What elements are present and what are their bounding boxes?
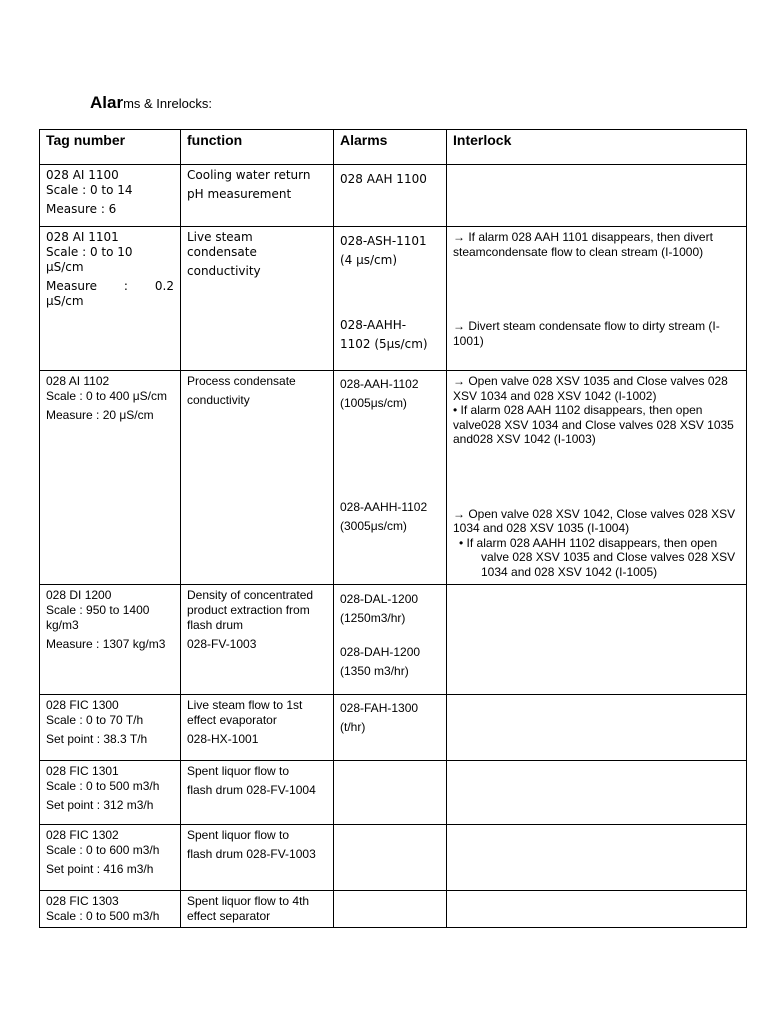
function-line: Spent liquor flow to bbox=[187, 764, 290, 778]
function-line: product extraction from bbox=[187, 603, 310, 617]
tag-line: 028 AI 1102 bbox=[46, 374, 110, 388]
table-row bbox=[40, 891, 747, 928]
interlock-cell bbox=[447, 825, 747, 891]
alarm-line: 028 AAH 1100 bbox=[340, 172, 427, 186]
tag-line: 028 AI 1100 bbox=[46, 168, 119, 182]
alarm-line: 028-DAH-1200 bbox=[340, 645, 421, 659]
interlock-item: • If alarm 028 AAHH 1102 disappears, then open valve 028 XSV 1035 and Close valves 028 XSV 1034 and 028 XSV 1042 (I-1005) bbox=[459, 535, 736, 579]
tag-line: Scale : 0 to 500 m3/h bbox=[46, 909, 160, 923]
tag-line: Scale : 0 to 500 m3/h bbox=[46, 779, 160, 793]
table-row bbox=[40, 227, 747, 371]
heading-rest-text: ms & Inrelocks: bbox=[123, 96, 212, 111]
alarm-line: (4 μs/cm) bbox=[340, 253, 398, 267]
interlock-cell bbox=[447, 695, 747, 761]
interlock-cell bbox=[447, 585, 747, 695]
table-row bbox=[40, 585, 747, 695]
col-header-alarms: Alarms bbox=[334, 130, 447, 165]
function-line: Live steam bbox=[187, 230, 253, 244]
col-header-interlock: Interlock bbox=[447, 130, 747, 165]
tag-line: Scale : 0 to 400 μS/cm bbox=[46, 389, 167, 403]
alarms-cell bbox=[334, 825, 447, 891]
alarms-cell bbox=[334, 761, 447, 825]
tag-cell bbox=[40, 165, 181, 227]
heading-big-text: Alar bbox=[90, 93, 124, 112]
tag-line: 028 AI 1101 bbox=[46, 230, 119, 244]
tag-line: Scale : 0 to 14 bbox=[46, 183, 133, 197]
alarm-line: (t/hr) bbox=[340, 720, 366, 734]
tag-line: Scale : 0 to 10 bbox=[46, 245, 133, 259]
alarm-line: 028-DAL-1200 bbox=[340, 592, 419, 606]
interlock-cell bbox=[447, 227, 747, 371]
function-line: conductivity bbox=[187, 264, 261, 278]
tag-line: μS/cm bbox=[46, 294, 84, 308]
tag-line: Measure : 0.2 bbox=[46, 279, 174, 293]
alarm-line: 028-ASH-1101 bbox=[340, 234, 427, 248]
tag-cell bbox=[40, 585, 181, 695]
tag-cell bbox=[40, 371, 181, 585]
table-row bbox=[40, 761, 747, 825]
table-row bbox=[40, 165, 747, 227]
function-line: Live steam flow to 1st bbox=[187, 698, 303, 712]
table-row bbox=[40, 825, 747, 891]
tag-cell bbox=[40, 825, 181, 891]
tag-line: 028 FIC 1303 bbox=[46, 894, 119, 908]
function-line: effect separator bbox=[187, 909, 271, 923]
function-cell bbox=[181, 761, 334, 825]
tag-cell bbox=[40, 891, 181, 928]
interlock-cell bbox=[447, 165, 747, 227]
table-header-row bbox=[40, 130, 747, 165]
alarms-cell bbox=[334, 891, 447, 928]
function-cell bbox=[181, 227, 334, 371]
alarms-cell bbox=[334, 165, 447, 227]
tag-line: Scale : 950 to 1400 bbox=[46, 603, 150, 617]
function-line: flash drum bbox=[187, 618, 244, 632]
function-line: flash drum 028-FV-1004 bbox=[187, 783, 316, 797]
interlock-item: → Open valve 028 XSV 1035 and Close valves 028 XSV 1034 and 028 XSV 1042 (I-1002) bbox=[453, 374, 728, 403]
table-row bbox=[40, 695, 747, 761]
alarm-line: 028-AAHH-1102 bbox=[340, 500, 428, 514]
function-line: condensate bbox=[187, 245, 257, 259]
interlock-item: → If alarm 028 AAH 1101 disappears, then divert steamcondensate flow to clean stream (I-1000) bbox=[453, 230, 713, 259]
function-line: Density of concentrated bbox=[187, 588, 314, 602]
alarms-interlocks-table bbox=[39, 129, 747, 928]
function-cell bbox=[181, 825, 334, 891]
alarm-line: 028-AAHH- bbox=[340, 318, 407, 332]
tag-line: Set point : 312 m3/h bbox=[46, 798, 154, 812]
tag-line: 028 FIC 1300 bbox=[46, 698, 119, 712]
interlock-cell bbox=[447, 761, 747, 825]
alarms-cell bbox=[334, 371, 447, 585]
tag-cell bbox=[40, 761, 181, 825]
alarm-line: 1102 (5μs/cm) bbox=[340, 337, 428, 351]
function-cell bbox=[181, 891, 334, 928]
tag-line: 028 FIC 1302 bbox=[46, 828, 119, 842]
tag-line: Measure : 6 bbox=[46, 202, 117, 216]
col-header-function: function bbox=[181, 130, 334, 165]
table-row bbox=[40, 371, 747, 585]
function-cell bbox=[181, 165, 334, 227]
function-line: flash drum 028-FV-1003 bbox=[187, 847, 316, 861]
function-line: 028-HX-1001 bbox=[187, 732, 259, 746]
tag-line: Set point : 416 m3/h bbox=[46, 862, 154, 876]
alarms-cell bbox=[334, 585, 447, 695]
tag-line: kg/m3 bbox=[46, 618, 79, 632]
tag-cell bbox=[40, 227, 181, 371]
alarms-cell bbox=[334, 227, 447, 371]
function-cell bbox=[181, 585, 334, 695]
document-heading bbox=[90, 93, 212, 113]
tag-line: 028 DI 1200 bbox=[46, 588, 112, 602]
function-line: Cooling water return bbox=[187, 168, 311, 182]
tag-line: Scale : 0 to 600 m3/h bbox=[46, 843, 160, 857]
function-cell bbox=[181, 695, 334, 761]
tag-line: μS/cm bbox=[46, 260, 84, 274]
interlock-item: → Open valve 028 XSV 1042, Close valves 028 XSV 1034 and 028 XSV 1035 (I-1004) bbox=[453, 506, 736, 535]
interlock-cell bbox=[447, 891, 747, 928]
interlock-cell bbox=[447, 371, 747, 585]
alarm-line: (1350 m3/hr) bbox=[340, 664, 409, 678]
tag-line: Set point : 38.3 T/h bbox=[46, 732, 148, 746]
tag-line: Scale : 0 to 70 T/h bbox=[46, 713, 144, 727]
alarm-line: (1250m3/hr) bbox=[340, 611, 406, 625]
function-line: conductivity bbox=[187, 393, 250, 407]
tag-line: Measure : 1307 kg/m3 bbox=[46, 637, 166, 651]
alarm-line: 028-FAH-1300 bbox=[340, 701, 419, 715]
tag-cell bbox=[40, 695, 181, 761]
function-line: Spent liquor flow to bbox=[187, 828, 290, 842]
alarm-line: (1005μs/cm) bbox=[340, 396, 407, 410]
interlock-item: • If alarm 028 AAH 1102 disappears, then open valve028 XSV 1034 and Close valves 028 XSV 1035 and028 XSV 1042 (I-1003) bbox=[453, 403, 734, 446]
alarms-cell bbox=[334, 695, 447, 761]
alarm-line: 028-AAH-1102 bbox=[340, 377, 419, 391]
function-line: Process condensate bbox=[187, 374, 296, 388]
function-line: 028-FV-1003 bbox=[187, 637, 257, 651]
function-cell bbox=[181, 371, 334, 585]
interlock-item: → Divert steam condensate flow to dirty stream (I-1001) bbox=[453, 319, 720, 348]
function-line: effect evaporator bbox=[187, 713, 277, 727]
tag-line: 028 FIC 1301 bbox=[46, 764, 119, 778]
tag-line: Measure : 20 μS/cm bbox=[46, 408, 154, 422]
col-header-tag: Tag number bbox=[40, 130, 181, 165]
function-line: pH measurement bbox=[187, 187, 292, 201]
function-line: Spent liquor flow to 4th bbox=[187, 894, 310, 908]
alarm-line: (3005μs/cm) bbox=[340, 519, 407, 533]
